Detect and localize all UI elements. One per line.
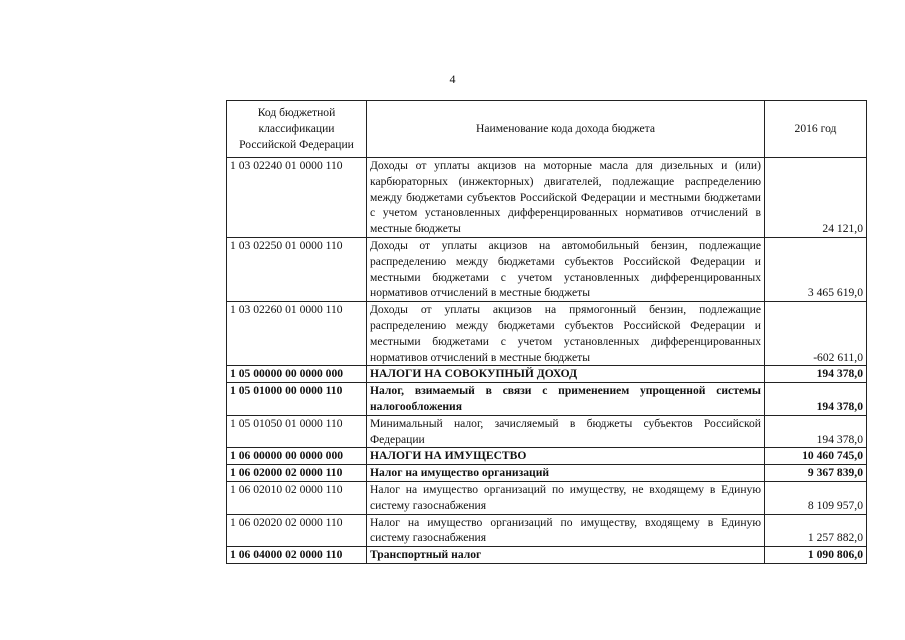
row-name: Налог, взимаемый в связи с применением упрощенной системы налогообложения [367,383,765,416]
row-code: 1 06 00000 00 0000 000 [227,448,367,465]
header-year: 2016 год [765,101,867,158]
row-name: Налог на имущество организаций [367,465,765,482]
row-name: Налог на имущество организаций по имуществу, не входящему в Единую систему газоснабжения [367,481,765,514]
table-row [227,383,867,416]
budget-revenue-table [226,100,867,564]
row-name: Транспортный налог [367,547,765,564]
table-row [227,237,867,301]
row-name: НАЛОГИ НА ИМУЩЕСТВО [367,448,765,465]
table-row [227,547,867,564]
row-code: 1 05 01000 00 0000 110 [227,383,367,416]
row-amount: 10 460 745,0 [765,448,867,465]
row-name: Налог на имущество организаций по имуществу, входящему в Единую систему газоснабжения [367,514,765,547]
row-amount: 24 121,0 [765,158,867,238]
row-code: 1 03 02240 01 0000 110 [227,158,367,238]
row-code: 1 06 02020 02 0000 110 [227,514,367,547]
row-name: НАЛОГИ НА СОВОКУПНЫЙ ДОХОД [367,366,765,383]
row-amount: 194 378,0 [765,415,867,448]
row-code: 1 03 02260 01 0000 110 [227,302,367,366]
table-row [227,158,867,238]
row-code: 1 05 00000 00 0000 000 [227,366,367,383]
row-amount: 1 090 806,0 [765,547,867,564]
row-code: 1 05 01050 01 0000 110 [227,415,367,448]
row-code: 1 03 02250 01 0000 110 [227,237,367,301]
row-amount: -602 611,0 [765,302,867,366]
row-amount: 8 109 957,0 [765,481,867,514]
table-header-row [227,101,867,158]
page-number: 4 [449,72,456,86]
row-amount: 1 257 882,0 [765,514,867,547]
row-code: 1 06 02010 02 0000 110 [227,481,367,514]
row-name: Доходы от уплаты акцизов на прямогонный бензин, подлежащие распределению между бюджетами субъектов Российской Федерации и местными бюджетами с учетом установленных дифференцированных нормативов отчислений в местные бюджеты [367,302,765,366]
row-amount: 9 367 839,0 [765,465,867,482]
table-row [227,481,867,514]
row-name: Доходы от уплаты акцизов на моторные масла для дизельных и (или) карбюраторных (инжекторных) двигателей, подлежащие распределению между бюджетами субъектов Российской Федерации и местными бюджетами с учетом установленных дифференцированных нормативов отчислений в местные бюджеты [367,158,765,238]
table-row [227,415,867,448]
row-code: 1 06 02000 02 0000 110 [227,465,367,482]
table-row [227,465,867,482]
table-row [227,448,867,465]
row-name: Минимальный налог, зачисляемый в бюджеты субъектов Российской Федерации [367,415,765,448]
row-amount: 3 465 619,0 [765,237,867,301]
row-amount: 194 378,0 [765,383,867,416]
table-row [227,302,867,366]
row-code: 1 06 04000 02 0000 110 [227,547,367,564]
row-name: Доходы от уплаты акцизов на автомобильный бензин, подлежащие распределению между бюджетами субъектов Российской Федерации и местными бюджетами с учетом установленных дифференцированных нормативов отчислений в местные бюджеты [367,237,765,301]
table-row [227,366,867,383]
header-name: Наименование кода дохода бюджета [367,101,765,158]
header-code: Код бюджетной классификации Российской Федерации [227,101,367,158]
table-row [227,514,867,547]
row-amount: 194 378,0 [765,366,867,383]
